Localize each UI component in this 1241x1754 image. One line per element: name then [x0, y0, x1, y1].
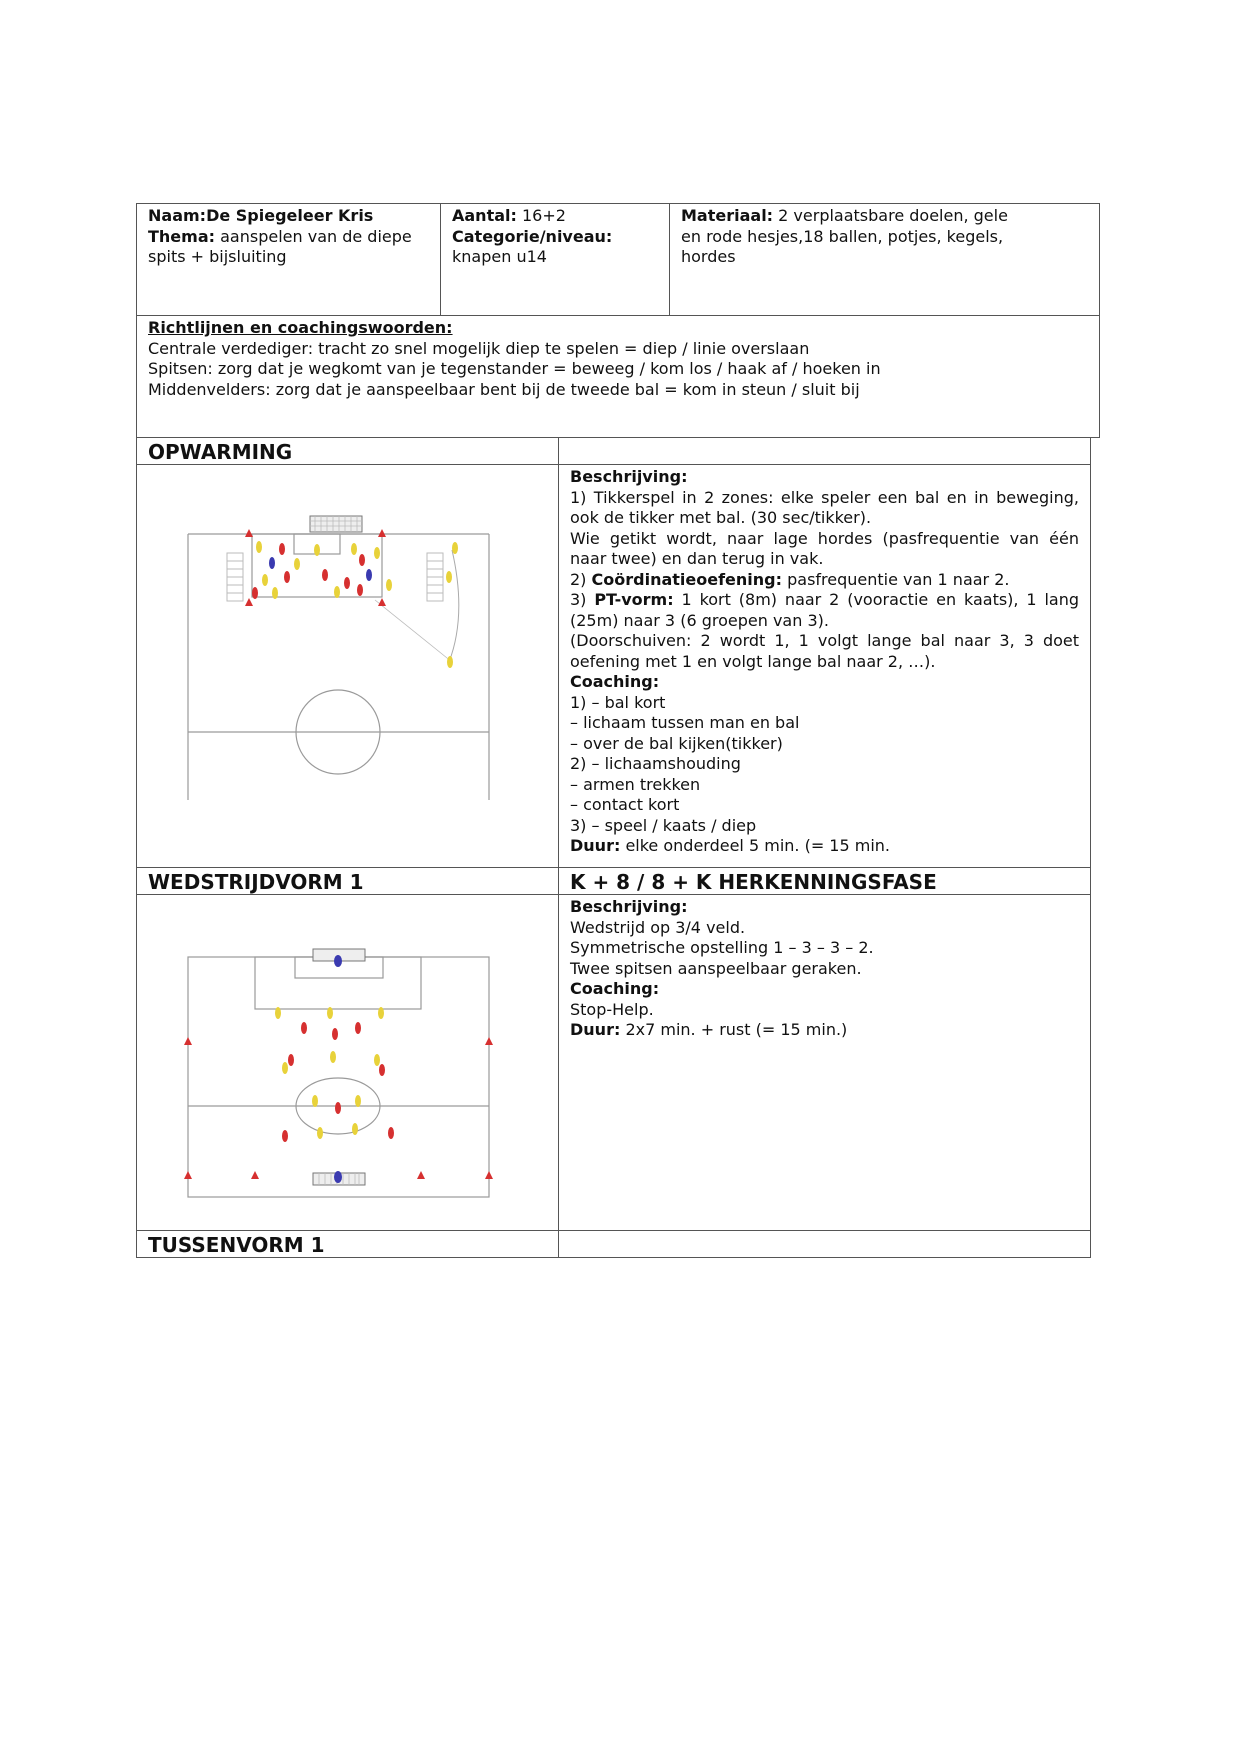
thema-value-1: aanspelen van de diepe	[215, 226, 412, 246]
aantal-value: 16+2	[516, 206, 566, 225]
beschrijving-label: Beschrijving:	[570, 467, 688, 486]
p3-rest: pasfrequentie van 1 naar 2.	[782, 569, 1010, 589]
naam-value: De Spiegeleer Kris	[206, 206, 374, 225]
richtlijn-line: Centrale verdediger: tracht zo snel mogelijk diep te spelen = diep / linie overslaan	[148, 338, 810, 358]
materiaal-label: Materiaal:	[681, 206, 774, 225]
beschrijving-label: Beschrijving:	[570, 897, 688, 916]
aantal-label: Aantal:	[452, 206, 517, 225]
p4-rest: 1 kort (8m) naar 2 (vooractie en kaats), 1 lang (25m) naar 3 (6 groepen van 3).	[570, 590, 1079, 630]
opwarming-p1: 1) Tikkerspel in 2 zones: elke speler een bal en in beweging, ook de tikker met bal. (30 sec/tikker).	[570, 487, 1079, 527]
opwarming-p2: Wie getikt wordt, naar lage hordes (pasfrequentie van één naar twee) en dan terug in vak.	[570, 528, 1079, 568]
coaching-value: Stop-Help.	[570, 999, 654, 1019]
opwarming-diagram-cell	[136, 464, 559, 868]
richtlijnen-cell	[136, 315, 1100, 438]
wedstrijdvorm-text-cell	[558, 894, 1091, 1231]
coaching-label: Coaching:	[570, 672, 660, 691]
opwarming-field-diagram	[137, 465, 558, 867]
opwarming-text-cell	[558, 464, 1091, 868]
opwarming-heading-right	[558, 437, 1091, 465]
opwarming-heading: OPWARMING	[136, 437, 559, 465]
p3-prefix: 2)	[570, 569, 592, 589]
coaching-line: – lichaam tussen man en bal	[570, 713, 800, 732]
richtlijn-line: Spitsen: zorg dat je wegkomt van je tegenstander = beweeg / kom los / haak af / hoeken in	[148, 359, 881, 378]
coaching-line: 2) – lichaamshouding	[570, 754, 741, 773]
thema-label: Thema:	[148, 226, 216, 246]
coaching-line: – over de bal kijken(tikker)	[570, 733, 783, 753]
coordinatie-label: Coördinatieoefening:	[591, 569, 783, 589]
naam-thema-cell	[136, 203, 441, 316]
thema-value-2: spits + bijsluiting	[148, 247, 287, 266]
materiaal-value-2: en rode hesjes,18 ballen, potjes, kegels,	[681, 226, 1004, 246]
duur-value: elke onderdeel 5 min. (= 15 min.	[620, 836, 891, 855]
wedstrijdvorm-heading: WEDSTRIJDVORM 1	[136, 867, 559, 895]
duur-value: 2x7 min. + rust (= 15 min.)	[620, 1020, 848, 1039]
categorie-value: knapen u14	[452, 247, 547, 266]
opwarming-p5: (Doorschuiven: 2 wordt 1, 1 volgt lange bal naar 3, 3 doet oefening met 1 en volgt lange bal naar 2, …).	[570, 631, 1079, 671]
wedstrijdvorm-line: Wedstrijd op 3/4 veld.	[570, 917, 746, 937]
coaching-line: – armen trekken	[570, 774, 701, 794]
tussenvorm-heading: TUSSENVORM 1	[136, 1230, 559, 1258]
players	[275, 955, 394, 1183]
coaching-line: 1) – bal kort	[570, 692, 666, 712]
materiaal-value-1: 2 verplaatsbare doelen, gele	[773, 206, 1008, 225]
materiaal-cell	[669, 203, 1100, 316]
p4-prefix: 3)	[570, 590, 595, 609]
naam-label: Naam:	[148, 206, 207, 225]
duur-label: Duur:	[570, 836, 621, 855]
duur-label: Duur:	[570, 1020, 621, 1039]
tussenvorm-heading-right	[558, 1230, 1091, 1258]
categorie-label: Categorie/niveau:	[452, 226, 613, 246]
wedstrijdvorm-heading-right: K + 8 / 8 + K HERKENNINGSFASE	[558, 867, 1091, 895]
aantal-categorie-cell	[440, 203, 670, 316]
wedstrijdvorm-line: Twee spitsen aanspeelbaar geraken.	[570, 958, 862, 978]
pt-vorm-label: PT-vorm:	[594, 590, 674, 609]
richtlijnen-title: Richtlijnen en coachingswoorden:	[148, 318, 453, 337]
goal	[310, 516, 362, 532]
cones	[245, 529, 386, 606]
coaching-line: 3) – speel / kaats / diep	[570, 815, 757, 835]
richtlijn-line: Middenvelders: zorg dat je aanspeelbaar bent bij de tweede bal = kom in steun / sluit bij	[148, 379, 860, 399]
materiaal-value-3: hordes	[681, 247, 736, 266]
wedstrijdvorm-field-diagram	[137, 895, 558, 1230]
wedstrijdvorm-line: Symmetrische opstelling 1 – 3 – 3 – 2.	[570, 938, 874, 957]
coaching-label: Coaching:	[570, 979, 660, 998]
coaching-line: – contact kort	[570, 795, 680, 814]
wedstrijdvorm-diagram-cell	[136, 894, 559, 1231]
